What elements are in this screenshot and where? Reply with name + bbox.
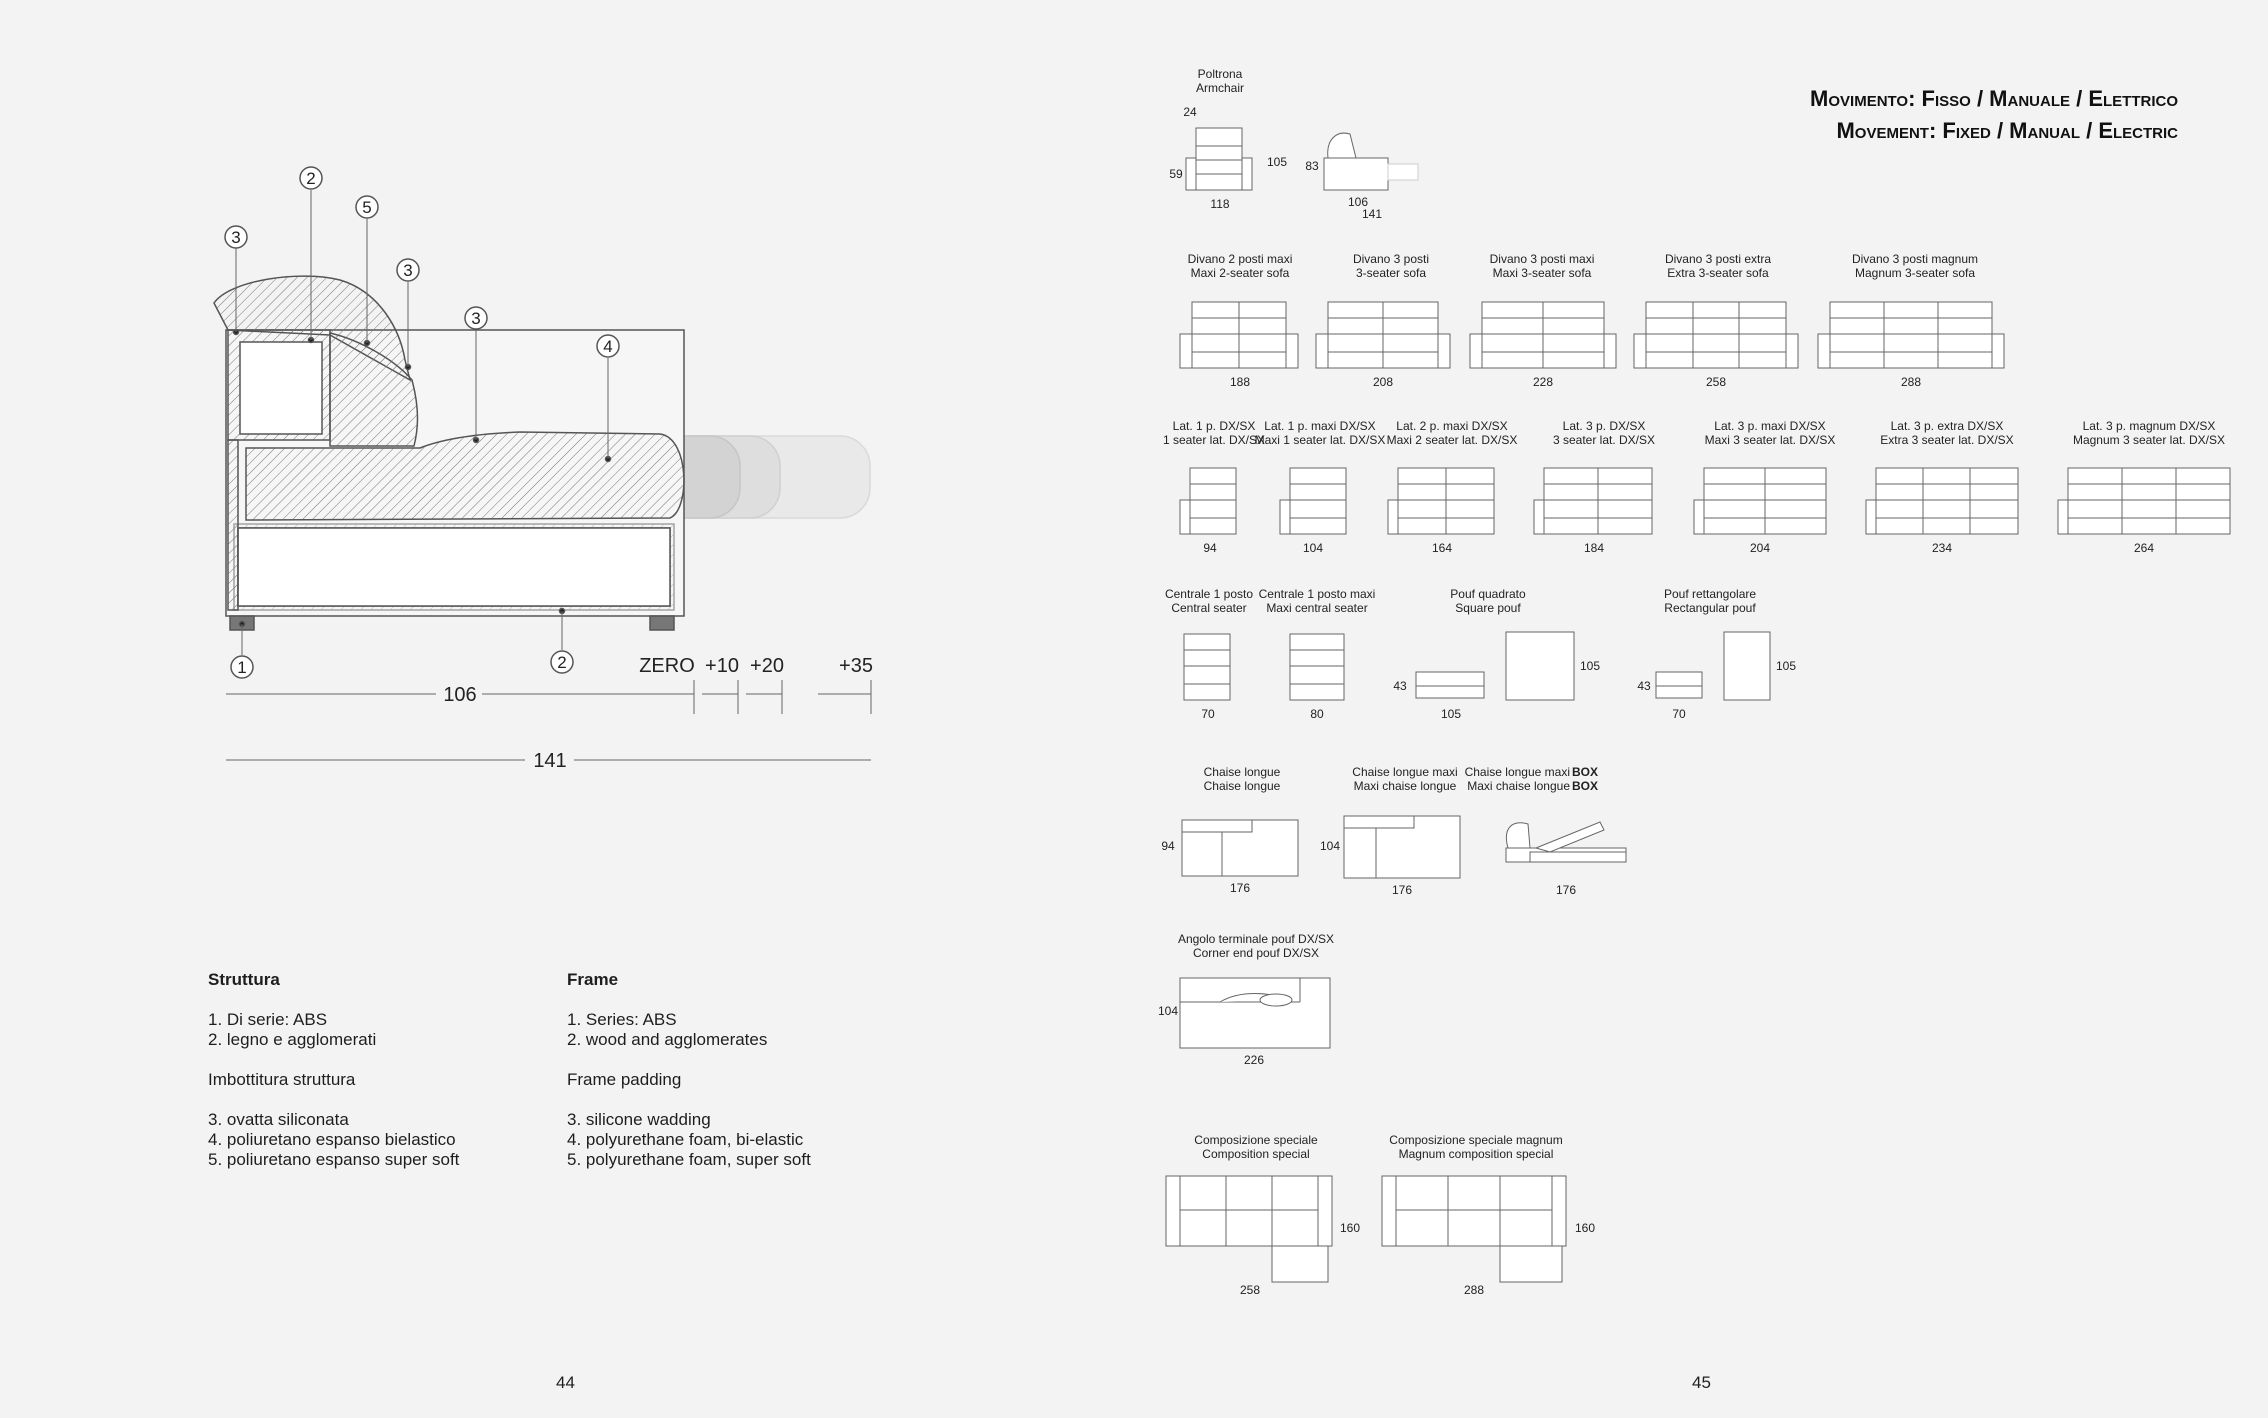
- sofa-width: 208: [1372, 375, 1394, 389]
- composition-label-en: Composition special: [1202, 1147, 1310, 1161]
- lateral-width: 104: [1302, 541, 1324, 555]
- corner-label-it: Angolo terminale pouf DX/SX: [1177, 932, 1335, 946]
- lateral-label-en: Maxi 2 seater lat. DX/SX: [1386, 433, 1518, 447]
- sofa-label-it: Divano 3 posti magnum: [1851, 252, 1979, 266]
- lateral-width: 234: [1931, 541, 1953, 555]
- callout-3: 3: [231, 228, 241, 247]
- lateral-width: 184: [1583, 541, 1605, 555]
- lateral-label-en: Magnum 3 seater lat. DX/SX: [2072, 433, 2226, 447]
- chaise-depth: 104: [1319, 839, 1341, 853]
- armchair-dim-arm: 24: [1183, 105, 1197, 119]
- callout-4: 4: [603, 337, 613, 356]
- pouf-label-en: Rectangular pouf: [1664, 601, 1756, 615]
- legend-title: Imbottitura struttura: [208, 1070, 356, 1089]
- sofa-label-it: Divano 3 posti maxi: [1489, 252, 1595, 266]
- composition-depth: 160: [1339, 1221, 1361, 1235]
- chaise-label-it: Chaise longue: [1203, 765, 1281, 779]
- centrals-poufs-row: [1165, 587, 1796, 721]
- lateral-width: 94: [1203, 541, 1217, 555]
- sofa-section-drawing: [214, 167, 870, 678]
- chaise-label-en: Maxi chaise longue: [1467, 779, 1570, 793]
- chaise-box-label: BOX: [1572, 779, 1599, 793]
- legend-italian: [208, 970, 459, 1170]
- lateral-label-en: Maxi 1 seater lat. DX/SX: [1254, 433, 1386, 447]
- pouf-depth: 105: [1579, 659, 1601, 673]
- armchair-label-en: Armchair: [1195, 81, 1245, 95]
- sofa-width: 258: [1705, 375, 1727, 389]
- chaise-box-label: BOX: [1572, 765, 1599, 779]
- composition-label-it: Composizione speciale: [1194, 1133, 1318, 1147]
- legend-title: Frame: [567, 970, 619, 989]
- chaise-depth: 94: [1161, 839, 1175, 853]
- sofa-width: 188: [1229, 375, 1251, 389]
- lateral-width: 204: [1749, 541, 1771, 555]
- legend-title: Struttura: [208, 970, 280, 989]
- pouf-height: 43: [1393, 679, 1407, 693]
- armchair-block: [1169, 67, 1418, 221]
- sofa-width: 228: [1532, 375, 1554, 389]
- position-plus20: +20: [750, 655, 784, 677]
- pouf-label-en: Square pouf: [1455, 601, 1521, 615]
- legend-item: 5. poliuretano espanso super soft: [208, 1150, 460, 1169]
- legend-item: 2. legno e agglomerati: [208, 1030, 377, 1049]
- corner-block: [1158, 932, 1334, 1067]
- pouf-height: 43: [1637, 679, 1651, 693]
- heading-en: Movement: Fixed / Manual / Electric: [1836, 118, 2178, 143]
- legend-item: 1. Di serie: ABS: [208, 1010, 328, 1029]
- chaise-width: 176: [1229, 881, 1251, 895]
- pouf-width: 70: [1672, 707, 1686, 721]
- sofa-label-en: Magnum 3-seater sofa: [1854, 266, 1976, 280]
- armchair-dim-width: 118: [1210, 197, 1230, 211]
- composition-label-it: Composizione speciale magnum: [1389, 1133, 1563, 1147]
- legend-item: 4. poliuretano espanso bielastico: [208, 1130, 456, 1149]
- sofa-label-en: Maxi 2-seater sofa: [1190, 266, 1290, 280]
- lateral-label-it: Lat. 1 p. maxi DX/SX: [1264, 419, 1376, 433]
- lateral-label-it: Lat. 3 p. magnum DX/SX: [2082, 419, 2216, 433]
- sofa-label-it: Divano 3 posti: [1352, 252, 1430, 266]
- chaise-label-it: Chaise longue maxi: [1352, 765, 1458, 779]
- callout-3b: 3: [403, 261, 413, 280]
- sofa-label-en: Maxi 3-seater sofa: [1492, 266, 1592, 280]
- chaise-width: 176: [1391, 883, 1413, 897]
- sofa-width: 288: [1900, 375, 1922, 389]
- legend-item: 3. ovatta siliconata: [208, 1110, 349, 1129]
- lateral-label-it: Lat. 3 p. maxi DX/SX: [1714, 419, 1826, 433]
- chaise-label-en: Chaise longue: [1203, 779, 1281, 793]
- chaise-label-it: Chaise longue maxi: [1464, 765, 1570, 779]
- lateral-label-en: 3 seater lat. DX/SX: [1552, 433, 1656, 447]
- callout-1: 1: [237, 658, 247, 677]
- legend-item: 3. silicone wadding: [567, 1110, 711, 1129]
- lateral-width: 164: [1431, 541, 1453, 555]
- corner-depth: 104: [1157, 1004, 1179, 1018]
- sofa-label-it: Divano 3 posti extra: [1664, 252, 1772, 266]
- dim-141: 141: [533, 750, 567, 772]
- pouf-width: 105: [1440, 707, 1462, 721]
- armchair-label-it: Poltrona: [1197, 67, 1243, 81]
- sofa-label-it: Divano 2 posti maxi: [1187, 252, 1293, 266]
- armchair-dim-side-height: 83: [1305, 159, 1319, 173]
- position-plus35: +35: [839, 655, 873, 677]
- position-labels: [639, 655, 873, 677]
- corner-label-en: Corner end pouf DX/SX: [1192, 946, 1320, 960]
- page-number-right: 45: [1692, 1373, 1711, 1392]
- legend-title: Frame padding: [567, 1070, 682, 1089]
- lateral-label-it: Lat. 3 p. DX/SX: [1562, 419, 1646, 433]
- central-width: 70: [1201, 707, 1215, 721]
- composition-depth: 160: [1574, 1221, 1596, 1235]
- chaise-label-en: Maxi chaise longue: [1353, 779, 1457, 793]
- laterals-row: [1163, 419, 2230, 555]
- callout-5: 5: [362, 198, 372, 217]
- central-label-it: Centrale 1 posto maxi: [1258, 587, 1376, 601]
- lateral-label-it: Lat. 2 p. maxi DX/SX: [1396, 419, 1508, 433]
- page-number-left: 44: [556, 1373, 575, 1392]
- armchair-dim-depth-ext: 141: [1361, 207, 1383, 221]
- sofas-row: [1180, 252, 2004, 389]
- chaise-row: [1161, 765, 1626, 897]
- central-label-en: Maxi central seater: [1266, 601, 1368, 615]
- lateral-width: 264: [2133, 541, 2155, 555]
- lateral-label-it: Lat. 3 p. extra DX/SX: [1890, 419, 2004, 433]
- legend-item: 4. polyurethane foam, bi-elastic: [567, 1130, 804, 1149]
- armchair-dim-seat: 59: [1169, 167, 1183, 181]
- armchair-dim-depth: 106: [1347, 195, 1369, 209]
- callout-2b: 2: [557, 653, 567, 672]
- lateral-label-en: 1 seater lat. DX/SX: [1162, 433, 1266, 447]
- lateral-label-en: Maxi 3 seater lat. DX/SX: [1704, 433, 1836, 447]
- corner-width: 226: [1243, 1053, 1265, 1067]
- legend-item: 1. Series: ABS: [567, 1010, 677, 1029]
- lateral-label-en: Extra 3 seater lat. DX/SX: [1880, 433, 2014, 447]
- pouf-label-it: Pouf quadrato: [1450, 587, 1526, 601]
- armchair-dim-height: 105: [1266, 155, 1288, 169]
- central-width: 80: [1310, 707, 1324, 721]
- legend-item: 5. polyurethane foam, super soft: [567, 1150, 811, 1169]
- position-zero: ZERO: [639, 655, 695, 677]
- composition-width: 288: [1463, 1283, 1485, 1297]
- composition-width: 258: [1239, 1283, 1261, 1297]
- sofa-label-en: Extra 3-seater sofa: [1667, 266, 1769, 280]
- pouf-label-it: Pouf rettangolare: [1663, 587, 1757, 601]
- callout-3c: 3: [471, 309, 481, 328]
- dim-106: 106: [443, 684, 477, 706]
- callout-2: 2: [306, 169, 316, 188]
- lateral-label-it: Lat. 1 p. DX/SX: [1172, 419, 1256, 433]
- position-plus10: +10: [705, 655, 739, 677]
- sofa-label-en: 3-seater sofa: [1355, 266, 1427, 280]
- compositions-row: [1166, 1133, 1595, 1297]
- legend-item: 2. wood and agglomerates: [567, 1030, 768, 1049]
- composition-label-en: Magnum composition special: [1398, 1147, 1554, 1161]
- dimension-lines: [226, 680, 871, 760]
- heading-it: Movimento: Fisso / Manuale / Elettrico: [1810, 86, 2178, 111]
- central-label-it: Centrale 1 posto: [1164, 587, 1254, 601]
- legend-english: [567, 970, 811, 1170]
- pouf-depth: 105: [1775, 659, 1797, 673]
- central-label-en: Central seater: [1171, 601, 1247, 615]
- chaise-width: 176: [1555, 883, 1577, 897]
